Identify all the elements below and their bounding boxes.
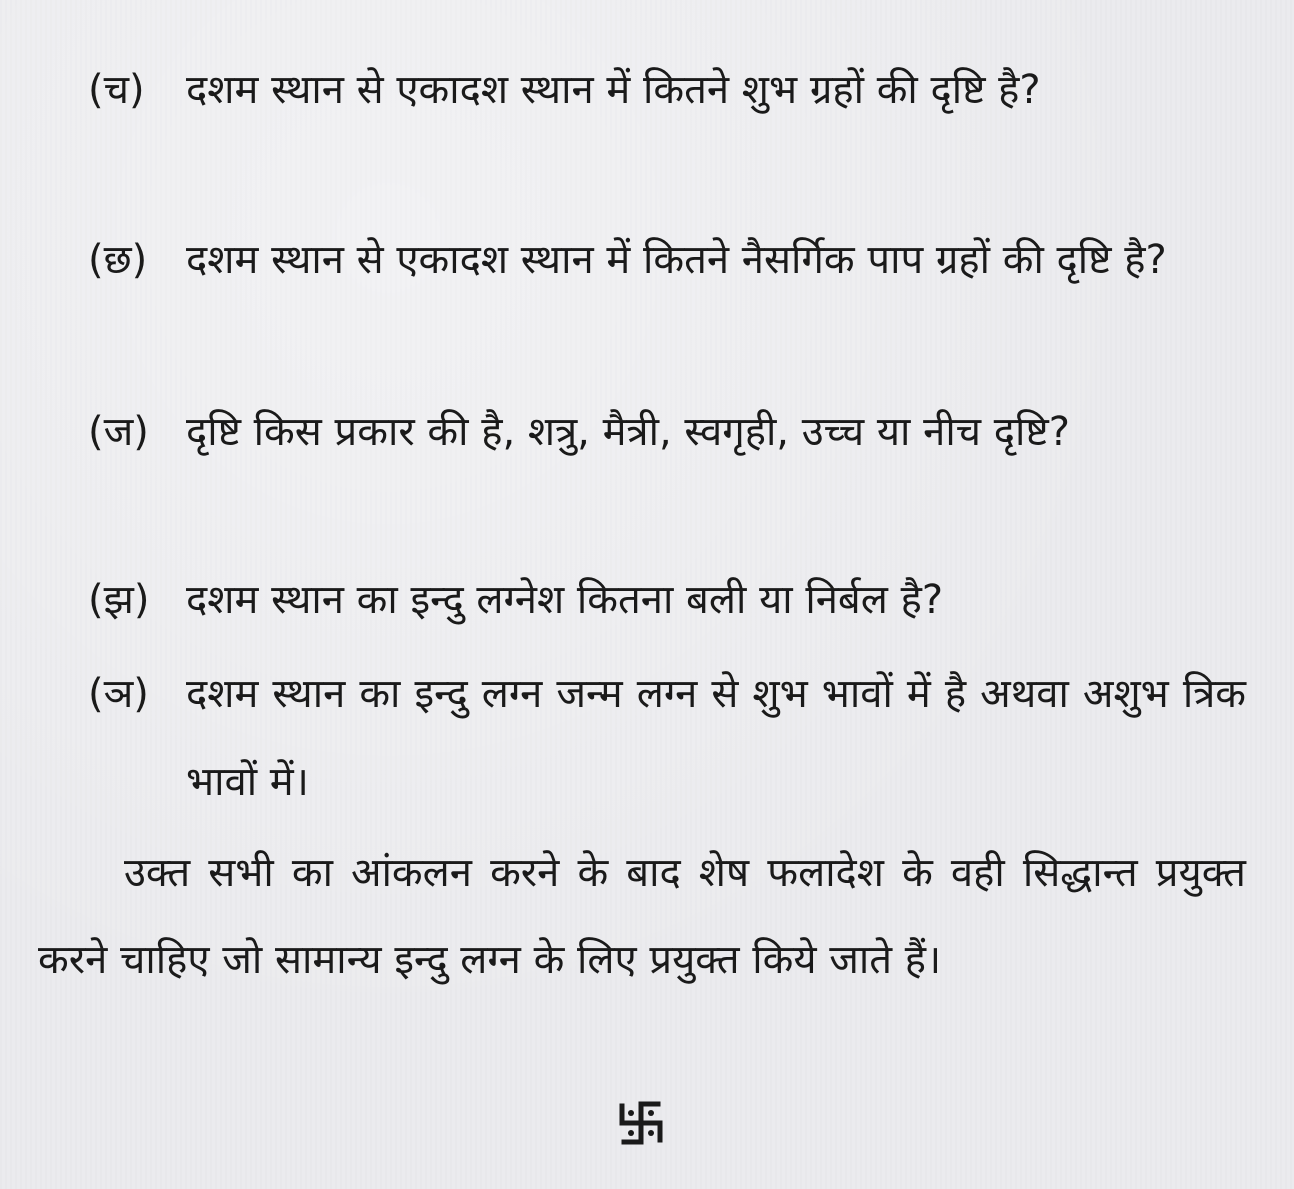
item-text: दशम स्थान से एकादश स्थान में कितने शुभ ग्रहों की दृष्टि है?	[186, 67, 1041, 113]
item-label: (झ)	[88, 577, 150, 623]
item-label: (छ)	[88, 237, 148, 283]
item-text: दशम स्थान से एकादश स्थान में कितने नैसर्गिक पाप ग्रहों की दृष्टि है?	[186, 237, 1167, 283]
list-item-nya	[88, 650, 1248, 826]
list-item-cha	[88, 46, 1248, 222]
item-label: (ञ)	[88, 671, 149, 717]
swastika-ornament-icon	[618, 1100, 664, 1146]
item-text: दशम स्थान का इन्दु लग्नेश कितना बली या निर्बल है?	[186, 577, 944, 623]
item-text: दृष्टि किस प्रकार की है, शत्रु, मैत्री, स्वगृही, उच्च या नीच दृष्टि?	[186, 409, 1070, 455]
item-label: (ज)	[88, 409, 149, 455]
list-item-ja	[88, 388, 1248, 564]
list-item-chha	[88, 216, 1248, 392]
item-label: (च)	[88, 67, 145, 113]
list-item-jha	[88, 556, 1248, 644]
body-paragraph: उक्त सभी का आंकलन करने के बाद शेष फलादेश के वही सिद्धान्त प्रयुक्त करने चाहिए जो सामान्य इन्दु लग्न के लिए प्रयुक्त किये जाते हैं।	[38, 850, 1246, 983]
item-text: दशम स्थान का इन्दु लग्न जन्म लग्न से शुभ भावों में है अथवा अशुभ त्रिक भावों में।	[186, 671, 1246, 805]
